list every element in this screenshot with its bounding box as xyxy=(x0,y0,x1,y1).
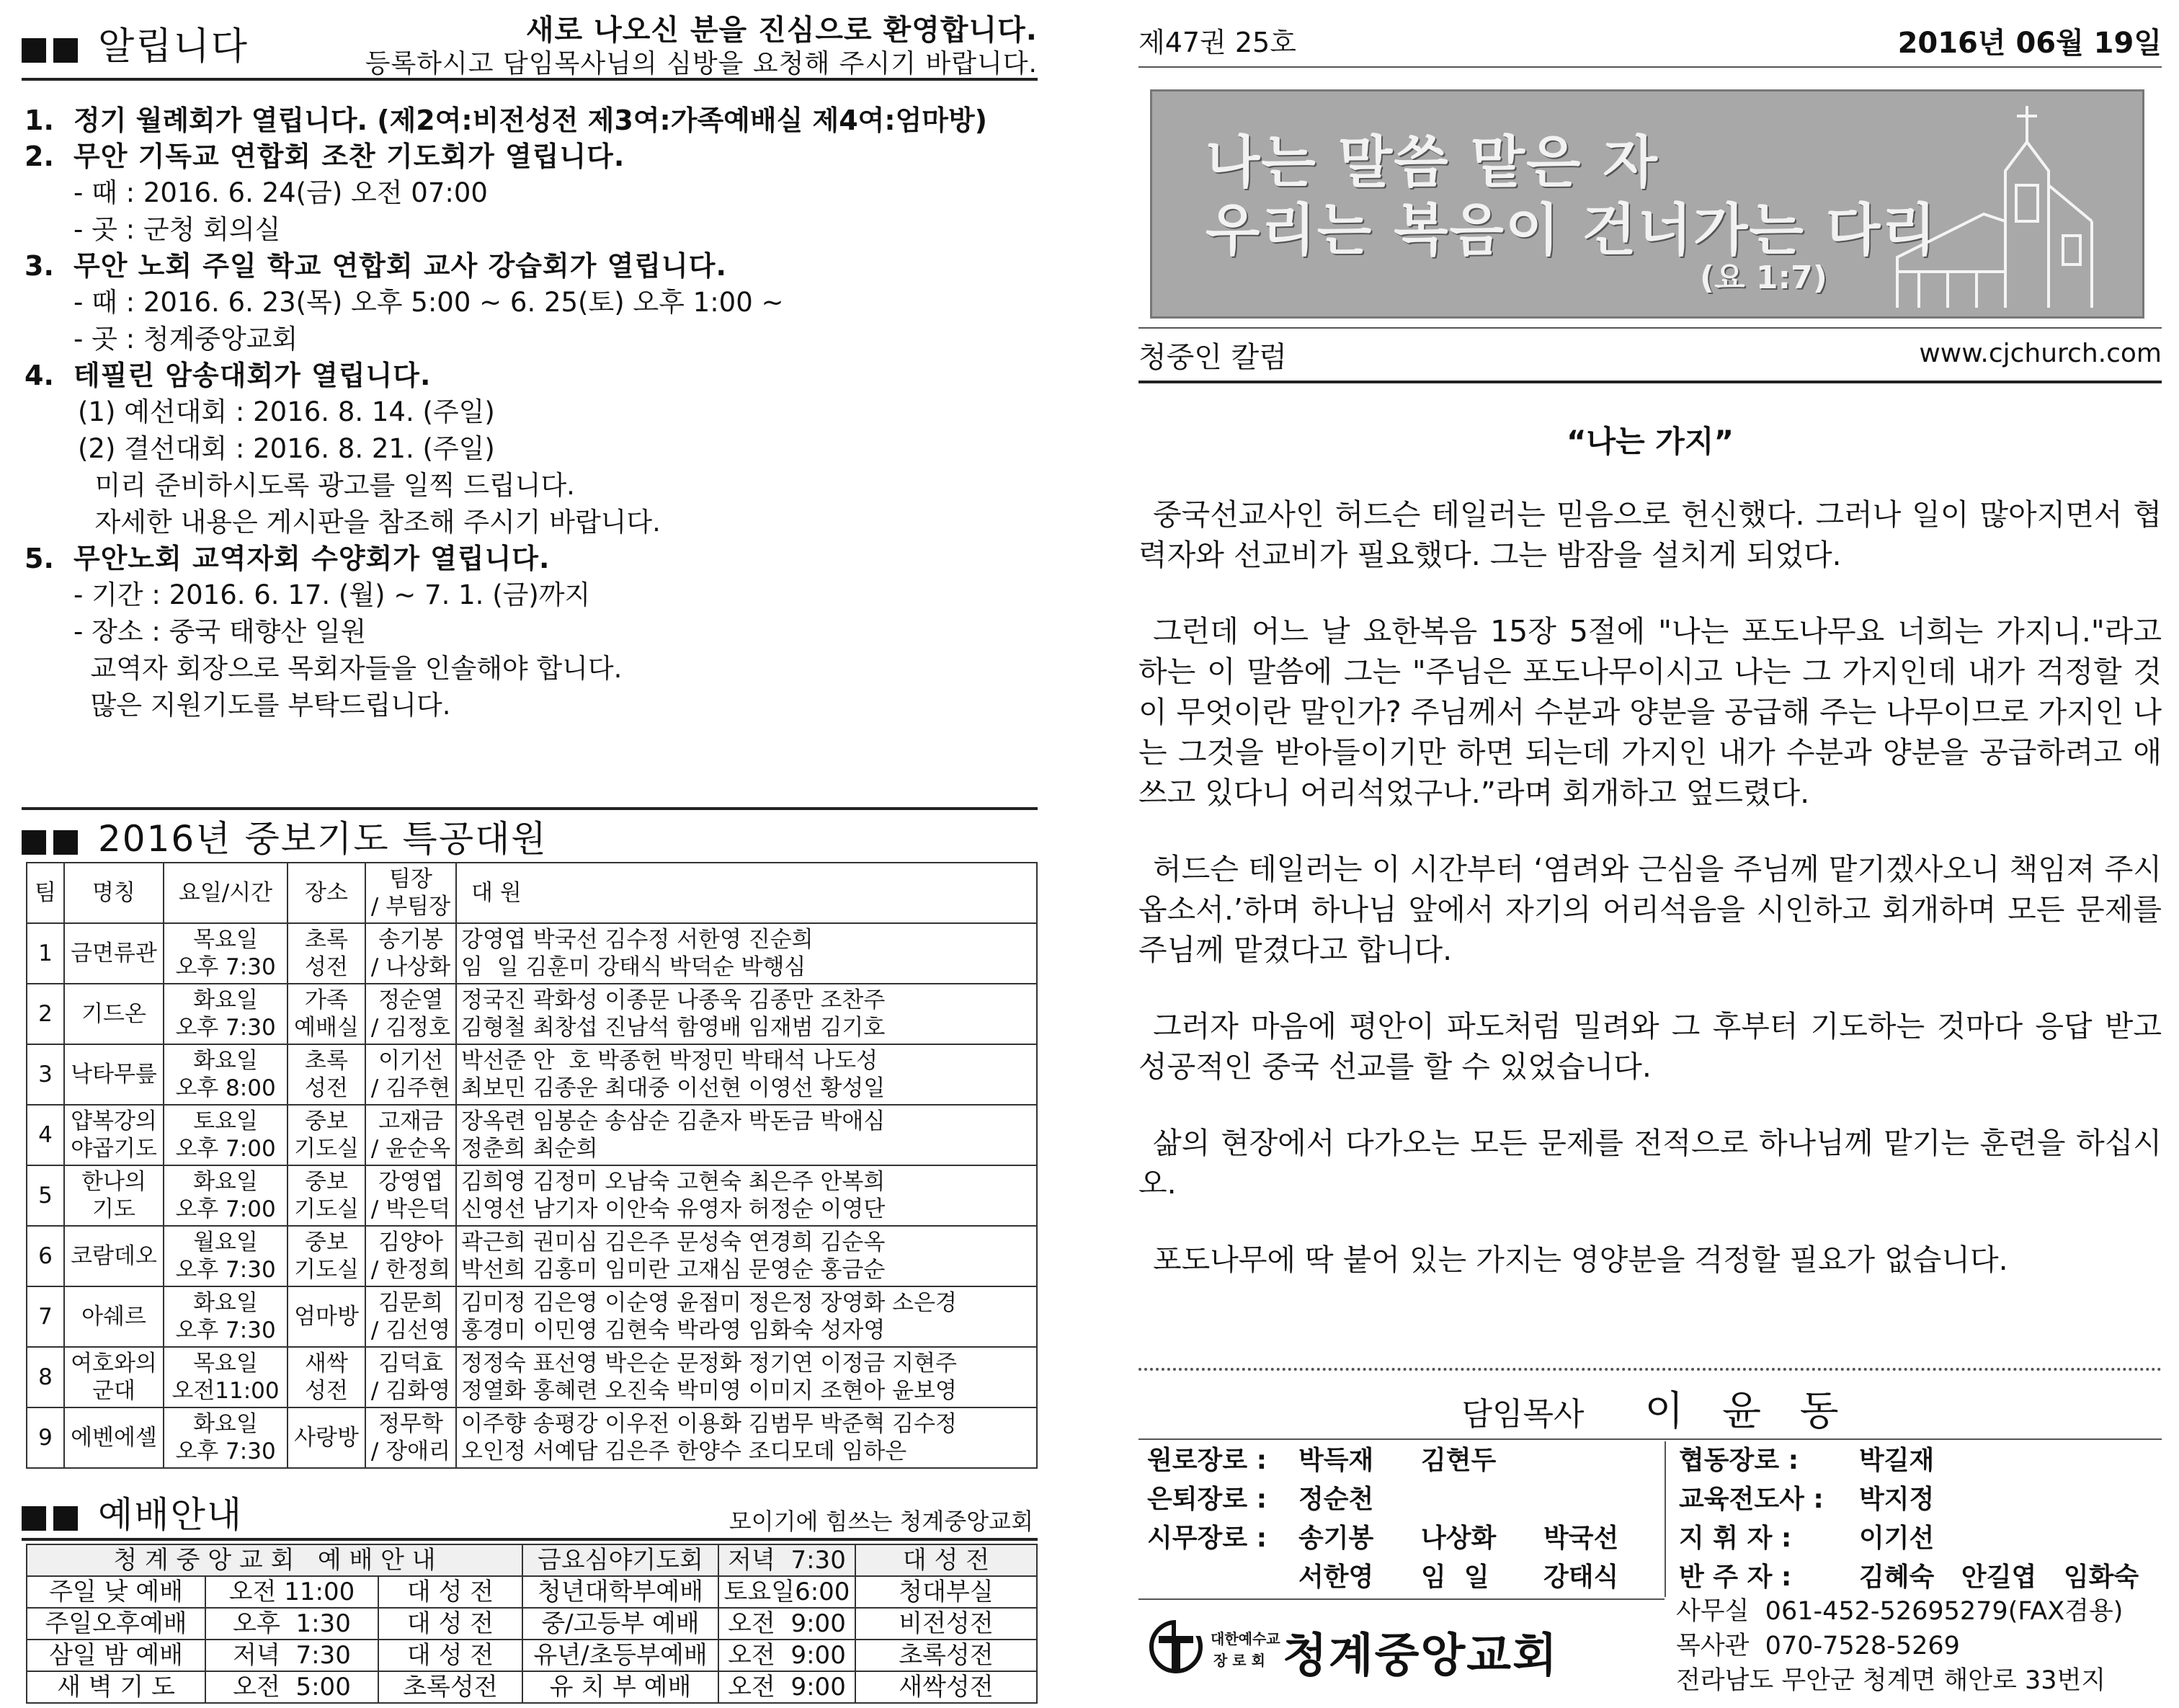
team-number: 4 xyxy=(27,1105,64,1165)
team-time: 화요일 오후 7:30 xyxy=(164,1286,288,1347)
header-divider xyxy=(1138,66,2162,68)
worship-left-header: 청 계 중 앙 교 회 예 배 안 내 xyxy=(27,1544,522,1576)
notice-item-title: 무안노회 교역자회 수양회가 열립니다. xyxy=(73,543,551,574)
church-building-icon xyxy=(1854,92,2142,319)
team-place: 가족 예배실 xyxy=(288,984,365,1044)
table-row xyxy=(27,1347,1037,1407)
worship-cell: 중/고등부 예배 xyxy=(522,1608,718,1640)
worship-cell: 대 성 전 xyxy=(855,1544,1037,1576)
table-row xyxy=(27,1671,1037,1703)
worship-cell: 유 치 부 예배 xyxy=(522,1671,718,1703)
banner-ref: (요 1:7) xyxy=(1700,259,1827,296)
staff-divider-top xyxy=(1138,1368,2162,1371)
worship-cell: 토요일6:00 xyxy=(718,1576,855,1608)
notice-divider xyxy=(22,78,1038,81)
staff-row xyxy=(1679,1519,2162,1558)
worship-cell: 청대부실 xyxy=(855,1576,1037,1608)
table-row xyxy=(27,1044,1037,1105)
team-place: 엄마방 xyxy=(288,1286,365,1347)
prayer-title: 2016년 중보기도 특공대원 xyxy=(98,818,548,860)
prayer-team-table xyxy=(26,862,1038,1469)
notice-num: 4. xyxy=(24,360,54,391)
staff-name: 송기봉 xyxy=(1298,1524,1374,1553)
team-members: 정국진 곽화성 이종문 나종욱 김종만 조찬주 김형철 최창섭 진남석 함영배 임재범 김기호 xyxy=(456,984,1037,1044)
banner-bottom-divider xyxy=(1138,327,2162,329)
worship-cell: 저녁 7:30 xyxy=(718,1544,855,1576)
column-paragraph: 포도나무에 딱 붙어 있는 가지는 영양분을 걱정할 필요가 없습니다. xyxy=(1153,1242,2008,1277)
church-name: 청계중앙교회 xyxy=(1283,1629,1559,1683)
worship-cell: 오전 9:00 xyxy=(718,1640,855,1671)
church-address: 전라남도 무안군 청계면 해안로 33번지 xyxy=(1676,1666,2106,1695)
table-header-row xyxy=(27,1544,1037,1576)
team-leader: 정무학 / 장애리 xyxy=(365,1407,456,1468)
column-label: 청중인 칼럼 xyxy=(1138,341,1287,374)
team-number: 6 xyxy=(27,1226,64,1286)
worship-divider xyxy=(22,1538,1038,1541)
header-place: 장소 xyxy=(288,863,365,923)
staff-row xyxy=(1679,1480,2162,1519)
worship-cell: 초록성전 xyxy=(378,1671,522,1703)
notice-item-details: - 때 : 2016. 6. 23(목) 오후 5:00 ~ 6. 25(토) 오후 1:00 ~ - 곳 : 청계중앙교회 xyxy=(73,287,784,355)
pastor-line xyxy=(1138,1379,2162,1437)
team-number: 9 xyxy=(27,1407,64,1468)
worship-cell: 새 벽 기 도 xyxy=(27,1671,205,1703)
staff-label: 반 주 자 : xyxy=(1679,1562,1792,1592)
team-leader: 김문희 / 김선영 xyxy=(365,1286,456,1347)
notice-item xyxy=(24,357,1038,541)
notice-num: 1. xyxy=(24,104,54,136)
table-header-row xyxy=(27,863,1037,923)
team-place: 새싹 성전 xyxy=(288,1347,365,1407)
column-paragraph: 중국선교사인 허드슨 테일러는 믿음으로 헌신했다. 그러나 일이 많아지면서 협력자와 선교비가 필요했다. 그는 밤잠을 설치게 되었다. xyxy=(1138,497,2162,572)
elders-left xyxy=(1147,1441,1666,1597)
team-number: 1 xyxy=(27,923,64,984)
team-number: 2 xyxy=(27,984,64,1044)
staff-name: 이기선 xyxy=(1859,1524,1935,1553)
team-place: 중보 기도실 xyxy=(288,1105,365,1165)
cross-emblem-icon xyxy=(1147,1614,1205,1679)
worship-cell: 주일오후예배 xyxy=(27,1608,205,1640)
welcome-line1: 새로 나오신 분을 진심으로 환영합니다. xyxy=(525,14,1038,47)
notice-title: 알립니다 xyxy=(98,25,249,68)
staff-vertical-divider xyxy=(1665,1441,1666,1597)
square-bullet-icon xyxy=(53,38,78,63)
team-time: 월요일 오후 7:30 xyxy=(164,1226,288,1286)
worship-cell: 오전 5:00 xyxy=(205,1671,378,1703)
team-members: 이주향 송평강 이우전 이용화 김범무 박준혁 김수정 오인정 서예담 김은주 한양수 조디모데 임하은 xyxy=(456,1407,1037,1468)
team-time: 토요일 오후 7:00 xyxy=(164,1105,288,1165)
team-name: 아쉐르 xyxy=(64,1286,164,1347)
staff-row xyxy=(1679,1558,2162,1597)
team-leader: 송기봉 / 나상화 xyxy=(365,923,456,984)
notice-item xyxy=(24,102,1038,138)
staff-name: 김현두 xyxy=(1421,1446,1497,1475)
notice-item-details: (1) 예선대회 : 2016. 8. 14. (주일) (2) 결선대회 : 2016. 8. 21. (주일) 미리 준비하시도록 광고를 일찍 드립니다. 자세한 내용은 게시판을 참조해 주시기 바랍니다. xyxy=(78,396,661,538)
notice-item-details: - 때 : 2016. 6. 24(금) 오전 07:00 - 곳 : 군청 회의실 xyxy=(73,177,488,245)
team-members: 김미정 김은영 이순영 윤점미 정은정 장영화 소은경 홍경미 이민영 김현숙 박라영 임화숙 성자영 xyxy=(456,1286,1037,1347)
staff-row xyxy=(1147,1558,1666,1597)
team-number: 3 xyxy=(27,1044,64,1105)
header-team: 팀 xyxy=(27,863,64,923)
denomination-top: 대한예수교 xyxy=(1211,1630,1280,1647)
worship-cell: 유년/초등부예배 xyxy=(522,1640,718,1671)
notice-item-title: 무안 노회 주일 학교 연합회 교사 강습회가 열립니다. xyxy=(73,250,727,282)
church-logo xyxy=(1138,1601,1665,1695)
staff-name: 나상화 xyxy=(1421,1524,1497,1553)
team-name: 에벤에셀 xyxy=(64,1407,164,1468)
table-row xyxy=(27,1407,1037,1468)
square-bullet-icon xyxy=(22,38,46,63)
team-number: 5 xyxy=(27,1165,64,1226)
notice-num: 5. xyxy=(24,543,54,574)
staff-row xyxy=(1147,1441,1666,1480)
team-name: 낙타무릎 xyxy=(64,1044,164,1105)
column-paragraph: 삶의 현장에서 다가오는 모든 문제를 전적으로 하나님께 맡기는 훈련을 하십시오. xyxy=(1138,1126,2162,1201)
table-row xyxy=(27,1640,1037,1671)
staff-divider-bottom xyxy=(1138,1598,1665,1600)
worship-cell: 비전성전 xyxy=(855,1608,1037,1640)
notice-list xyxy=(24,102,1038,724)
team-name: 한나의 기도 xyxy=(64,1165,164,1226)
square-bullet-icon xyxy=(22,830,46,855)
header-name: 명칭 xyxy=(64,863,164,923)
staff-name: 강태식 xyxy=(1543,1562,1619,1592)
square-bullet-icon xyxy=(53,1506,78,1531)
column-paragraph: 그러자 마음에 평안이 파도처럼 밀려와 그 후부터 기도하는 것마다 응답 받고 성공적인 중국 선교를 할 수 있었습니다. xyxy=(1138,1009,2162,1084)
worship-cell: 대 성 전 xyxy=(378,1576,522,1608)
staff-row xyxy=(1147,1519,1666,1558)
worship-cell: 저녁 7:30 xyxy=(205,1640,378,1671)
staff-name: 박득재 xyxy=(1298,1446,1374,1475)
elders-right xyxy=(1679,1441,2162,1597)
team-name: 여호와의 군대 xyxy=(64,1347,164,1407)
worship-cell: 오전 9:00 xyxy=(718,1608,855,1640)
team-members: 정정숙 표선영 박은순 문정화 정기연 이정금 지현주 정열화 홍혜련 오진숙 박미영 이미지 조현아 윤보영 xyxy=(456,1347,1037,1407)
left-column xyxy=(22,0,1038,1708)
team-members: 장옥련 임봉순 송삼순 김춘자 박돈금 박애심 정춘희 최순희 xyxy=(456,1105,1037,1165)
staff-row xyxy=(1679,1441,2162,1480)
table-row xyxy=(27,1105,1037,1165)
worship-cell: 청년대학부예배 xyxy=(522,1576,718,1608)
worship-cell: 초록성전 xyxy=(855,1640,1037,1671)
team-members: 김희영 김정미 오남숙 고현숙 최은주 안복희 신영선 남기자 이안숙 유영자 허정순 이영단 xyxy=(456,1165,1037,1226)
notice-item-title: 정기 월례회가 열립니다. (제2여:비전성전 제3여:가족예배실 제4여:엄마방) xyxy=(73,104,988,136)
office-phone: 사무실 061-452-52695279(FAX겸용) xyxy=(1676,1597,2124,1626)
staff-label: 협동장로 : xyxy=(1679,1446,1799,1475)
worship-cell: 주일 낮 예배 xyxy=(27,1576,205,1608)
team-time: 화요일 오후 7:30 xyxy=(164,984,288,1044)
team-members: 강영엽 박국선 김수정 서한영 진순희 임 일 김훈미 강태식 박덕순 박행심 xyxy=(456,923,1037,984)
team-number: 8 xyxy=(27,1347,64,1407)
table-row xyxy=(27,1576,1037,1608)
staff-name: 박길재 xyxy=(1859,1446,1935,1475)
team-time: 화요일 오후 7:00 xyxy=(164,1165,288,1226)
notice-item-title: 무안 기독교 연합회 조찬 기도회가 열립니다. xyxy=(73,141,625,172)
table-row xyxy=(27,1165,1037,1226)
team-time: 목요일 오전11:00 xyxy=(164,1347,288,1407)
staff-divider xyxy=(1138,1438,2162,1440)
staff-name: 서한영 xyxy=(1298,1562,1374,1592)
notice-header xyxy=(22,7,1038,79)
team-name: 코람데오 xyxy=(64,1226,164,1286)
square-bullet-icon xyxy=(22,1506,46,1531)
team-number: 7 xyxy=(27,1286,64,1347)
notice-item xyxy=(24,138,1038,248)
team-name: 기드온 xyxy=(64,984,164,1044)
worship-cell: 새싹성전 xyxy=(855,1671,1037,1703)
column-paragraph: 허드슨 테일러는 이 시간부터 ‘염려와 근심을 주님께 맡기겠사오니 책임져 주시옵소서.’하며 하나님 앞에서 자기의 어리석음을 시인하고 회개하며 모든 문제를 주님께 맡겼다고 합니다. xyxy=(1138,852,2162,967)
notice-num: 3. xyxy=(24,250,54,282)
team-leader: 김덕효 / 김화영 xyxy=(365,1347,456,1407)
table-row xyxy=(27,923,1037,984)
worship-cell: 금요심야기도회 xyxy=(522,1544,718,1576)
square-bullet-icon xyxy=(53,830,78,855)
staff-name: 정순천 xyxy=(1298,1485,1374,1514)
worship-cell: 오전 9:00 xyxy=(718,1671,855,1703)
team-place: 중보 기도실 xyxy=(288,1165,365,1226)
table-row xyxy=(27,1286,1037,1347)
team-place: 초록 성전 xyxy=(288,923,365,984)
column-paragraph: 그런데 어느 날 요한복음 15장 5절에 "나는 포도나무요 너희는 가지니."라고 하는 이 말씀에 그는 "주님은 포도나무이시고 나는 그 가지인데 내가 걱정할 것이 무엇이란 말인가? 주님께서 수분과 양분을 공급해 주는 나무이므로 가지인 나는 그것을 받아들이기만 하면 되는데 가지인 내가 수분과 양분을 공급하려고 애쓰고 있다니 어리석었구나.”라며 회개하고 엎드렸다. xyxy=(1138,614,2162,810)
team-place: 사랑방 xyxy=(288,1407,365,1468)
team-place: 초록 성전 xyxy=(288,1044,365,1105)
staff-label: 지 휘 자 : xyxy=(1679,1524,1792,1553)
banner-line1: 나는 말씀 맡은 자 xyxy=(1206,130,1659,195)
worship-cell: 삼일 밤 예배 xyxy=(27,1640,205,1671)
worship-slogan: 모이기에 힘쓰는 청계중앙교회 xyxy=(728,1508,1033,1535)
staff-name: 임 일 xyxy=(1421,1562,1489,1592)
team-members: 박선준 안 호 박종헌 박정민 박태석 나도성 최보민 김종운 최대중 이선현 이영선 황성일 xyxy=(456,1044,1037,1105)
worship-cell: 오전 11:00 xyxy=(205,1576,378,1608)
table-row xyxy=(27,1608,1037,1640)
team-members: 곽근희 권미심 김은주 문성숙 연경희 김순옥 박선희 김홍미 임미란 고재심 문영순 홍금순 xyxy=(456,1226,1037,1286)
notice-item xyxy=(24,541,1038,724)
worship-table xyxy=(26,1544,1038,1704)
pastor-label: 담임목사 xyxy=(1461,1396,1585,1433)
team-place: 중보 기도실 xyxy=(288,1226,365,1286)
banner-line2: 우리는 복음이 건너가는 다리 xyxy=(1206,198,1938,263)
team-leader: 정순열 / 김정호 xyxy=(365,984,456,1044)
notice-item-title: 테필린 암송대회가 열립니다. xyxy=(73,360,432,391)
team-leader: 김양아 / 한정희 xyxy=(365,1226,456,1286)
column-body xyxy=(1138,494,2162,1316)
bulletin-volume: 제47권 25호 xyxy=(1138,27,1296,58)
table-row xyxy=(27,1226,1037,1286)
worship-cell: 대 성 전 xyxy=(378,1640,522,1671)
team-leader: 이기선 / 김주현 xyxy=(365,1044,456,1105)
team-name: 얍복강의 야곱기도 xyxy=(64,1105,164,1165)
header-time: 요일/시간 xyxy=(164,863,288,923)
manse-phone: 목사관 070-7528-5269 xyxy=(1676,1632,1960,1660)
verse-banner xyxy=(1150,89,2144,319)
staff-name: 박지정 xyxy=(1859,1485,1935,1514)
right-column xyxy=(1138,0,2162,1708)
staff-label: 원로장로 : xyxy=(1147,1446,1267,1475)
worship-header xyxy=(22,1486,243,1538)
staff-label: 은퇴장로 : xyxy=(1147,1485,1267,1514)
staff-label: 시무장로 : xyxy=(1147,1524,1267,1553)
staff-label: 교육전도사 : xyxy=(1679,1485,1824,1514)
church-contact xyxy=(1676,1594,2123,1698)
denomination-bottom: 장 로 회 xyxy=(1213,1652,1265,1669)
staff-name: 박국선 xyxy=(1543,1524,1619,1553)
website: www.cjchurch.com xyxy=(1919,339,2162,368)
team-time: 목요일 오후 7:30 xyxy=(164,923,288,984)
header-members: 대 원 xyxy=(456,863,1037,923)
table-row xyxy=(27,984,1037,1044)
welcome-line2: 등록하시고 담임목사님의 심방을 요청해 주시기 바랍니다. xyxy=(365,49,1038,79)
notice-num: 2. xyxy=(24,141,54,172)
notice-item xyxy=(24,248,1038,357)
worship-title: 예배안내 xyxy=(98,1494,244,1536)
staff-label xyxy=(1147,1558,1298,1597)
notice-item-details: - 기간 : 2016. 6. 17. (월) ~ 7. 1. (금)까지 - 장소 : 중국 태향산 일원 교역자 회장으로 목회자들을 인솔해야 합니다. 많은 지원기도를 부탁드립니다. xyxy=(73,579,623,721)
team-leader: 고재금 / 윤순옥 xyxy=(365,1105,456,1165)
team-time: 화요일 오후 8:00 xyxy=(164,1044,288,1105)
prayer-header xyxy=(22,810,548,862)
worship-cell: 오후 1:30 xyxy=(205,1608,378,1640)
staff-name: 김혜숙 안길엽 임화숙 xyxy=(1859,1562,2139,1592)
team-time: 화요일 오후 7:30 xyxy=(164,1407,288,1468)
column-title: “나는 가지” xyxy=(1566,424,1734,459)
team-leader: 강영엽 / 박은덕 xyxy=(365,1165,456,1226)
column-divider xyxy=(1138,381,2162,383)
team-name: 금면류관 xyxy=(64,923,164,984)
staff-row xyxy=(1147,1480,1666,1519)
bulletin-date: 2016년 06월 19일 xyxy=(1897,27,2162,60)
header-leader: 팀장 / 부팀장 xyxy=(365,863,456,923)
worship-cell: 대 성 전 xyxy=(378,1608,522,1640)
pastor-name: 이 윤 동 xyxy=(1644,1388,1839,1435)
